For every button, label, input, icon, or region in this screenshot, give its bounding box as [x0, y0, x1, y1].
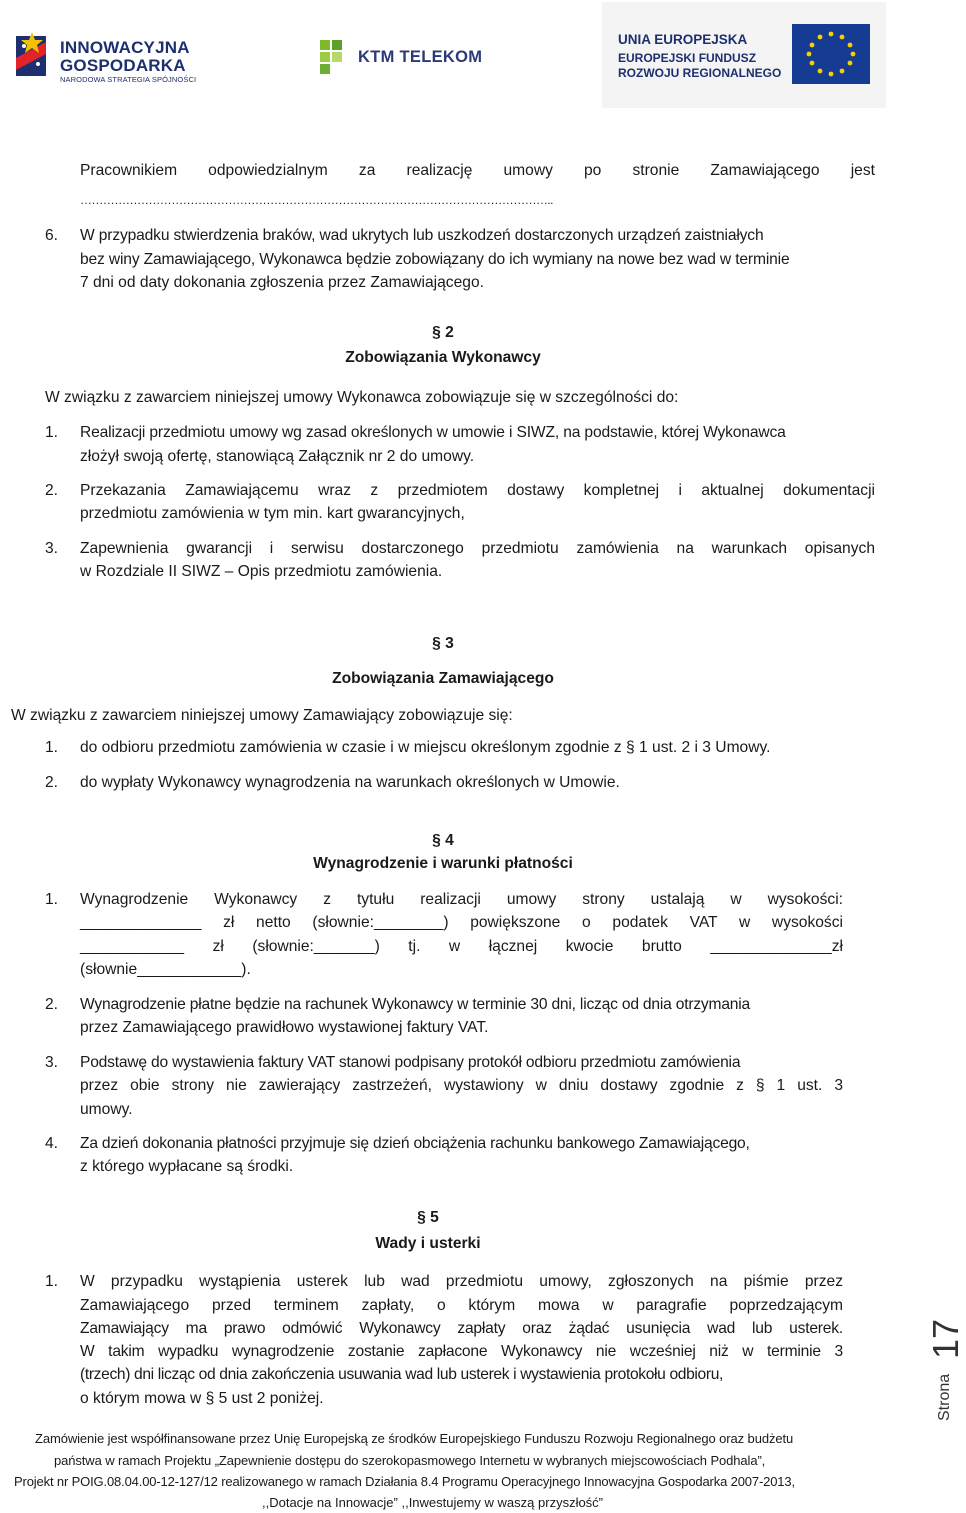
footer-line: ,,Dotacje na Innowacje” ,,Inwestujemy w waszą przyszłość” [262, 1495, 604, 1510]
intro-word: za [358, 162, 376, 179]
item-number: 2. [45, 996, 59, 1013]
item-number: 1. [45, 739, 59, 756]
ig-emblem-icon [12, 28, 56, 84]
section-2-sign: § 2 [432, 324, 454, 341]
s5-item-1-line: (trzech) dni licząc od dnia zakończenia usuwania wad lub usterek i wystawienia protokołu odbioru, [80, 1366, 724, 1383]
intro-word: Zamawiającego [710, 162, 820, 179]
intro-word: realizację [406, 162, 473, 179]
eu-line2: EUROPEJSKI FUNDUSZ [618, 51, 757, 65]
page-header [0, 0, 960, 110]
s5-item-1-line: W przypadku wystąpienia usterek lub wad przedmiotu umowy, zgłoszonych na piśmie przez [80, 1273, 843, 1290]
s2-item-2-line: Przekazania Zamawiającemu wraz z przedmiotem dostawy kompletnej i aktualnej dokumentacji [80, 482, 875, 499]
intro-word: jest [850, 162, 875, 179]
intro-word: umowy [503, 162, 553, 179]
ig-title-line1: INNOWACYJNA [60, 38, 190, 57]
section-3-title: Zobowiązania Zamawiającego [332, 670, 554, 687]
footer-line: Zamówienie jest współfinansowane przez Unię Europejską ze środków Europejskiego Funduszu Rozwoju Regionalnego oraz budżetu [35, 1431, 794, 1446]
ig-subtitle: NARODOWA STRATEGIA SPÓJNOŚCI [60, 75, 197, 84]
responsible-person-blank: …………………………………………………………………………………………………………….. [80, 193, 553, 207]
section-5-sign: § 5 [417, 1209, 439, 1226]
section-3-sign: § 3 [432, 635, 454, 652]
item-number: 1. [45, 424, 59, 441]
section-4-sign: § 4 [432, 832, 454, 849]
ktm-name: KTM TELEKOM [358, 48, 483, 66]
s5-item-1-line: W takim wypadku wynagrodzenie zostanie zapłacone Wykonawcy nie wcześniej niż w terminie 3 [80, 1343, 843, 1360]
s4-item-1-line: ______________ zł netto (słownie:________) powiększone o podatek VAT w wysokości [80, 914, 843, 931]
s4-item-1-line: ____________ zł (słownie:_______) tj. w łącznej kwocie brutto ______________zł [80, 938, 843, 955]
item-number: 6. [45, 227, 59, 244]
item-6-line: 7 dni od daty dokonania zgłoszenia przez Zamawiającego. [80, 274, 484, 291]
item-number: 3. [45, 540, 59, 557]
intro-word: stronie [632, 162, 680, 179]
page-label: Strona [936, 1373, 953, 1421]
s4-item-3-line: umowy. [80, 1101, 133, 1118]
item-number: 4. [45, 1135, 59, 1152]
section-4-title: Wynagrodzenie i warunki płatności [313, 855, 573, 872]
section-2-intro: W związku z zawarciem niniejszej umowy Wykonawca zobowiązuje się w szczególności do: [45, 389, 679, 406]
s4-item-4-line: z którego wypłacane są środki. [80, 1158, 294, 1175]
intro-word: Pracownikiem [80, 162, 178, 179]
eu-line3: ROZWOJU REGIONALNEGO [618, 66, 782, 80]
s2-item-2-line: przedmiotu zamówienia w tym min. kart gwarancyjnych, [80, 505, 465, 522]
innowacyjna-gospodarka-logo [12, 28, 202, 84]
section-2-title: Zobowiązania Wykonawcy [345, 349, 541, 366]
item-6-line: bez winy Zamawiającego, Wykonawca będzie zobowiązany do ich wymiany na nowe bez wad w terminie [80, 251, 790, 268]
page-number: 17 [925, 1318, 966, 1359]
s5-item-1-line: o którym mowa w § 5 ust 2 poniżej. [80, 1390, 324, 1407]
s4-item-4-line: Za dzień dokonania płatności przyjmuje się dzień obciążenia rachunku bankowego Zamawiającego, [80, 1135, 750, 1152]
intro-word: odpowiedzialnym [208, 162, 328, 179]
s5-item-1-line: Zamawiający ma prawo odmówić Wykonawcy zapłaty oraz żądać usunięcia wad lub usterek. [80, 1320, 843, 1337]
footer-line: Projekt nr POIG.08.04.00-12-127/12 realizowanego w ramach Działania 8.4 Programu Operacyjnego Innowacyjna Gospodarka 2007-2013, [14, 1474, 795, 1489]
item-number: 1. [45, 891, 59, 908]
ktm-telekom-logo [318, 40, 498, 74]
section-3-intro: W związku z zawarciem niniejszej umowy Zamawiający zobowiązuje się: [11, 707, 513, 724]
s3-item-2: do wypłaty Wykonawcy wynagrodzenia na warunkach określonych w Umowie. [80, 774, 620, 791]
s3-item-1: do odbioru przedmiotu zamówienia w czasie i w miejscu określonym zgodnie z § 1 ust. 2 i 3 Umowy. [80, 739, 771, 756]
responsible-person-line [80, 161, 875, 181]
intro-word: po [584, 162, 602, 179]
item-number: 3. [45, 1054, 59, 1071]
ktm-squares-icon [318, 40, 354, 74]
s4-item-2-line: Wynagrodzenie płatne będzie na rachunek Wykonawcy w terminie 30 dni, licząc od dnia otrzymania [80, 996, 751, 1013]
item-6-line: W przypadku stwierdzenia braków, wad ukrytych lub uszkodzeń dostarczonych urządzeń zaistniałych [80, 227, 764, 244]
eu-fund-logo [602, 2, 886, 108]
s4-item-3-line: Podstawę do wystawienia faktury VAT stanowi podpisany protokół odbioru przedmiotu zamówienia [80, 1054, 741, 1071]
item-number: 2. [45, 482, 59, 499]
item-number: 2. [45, 774, 59, 791]
s2-item-3-line: Zapewnienia gwarancji i serwisu dostarczonego przedmiotu zamówienia na warunkach opisanych [80, 540, 875, 557]
footer-line: państwa w ramach Projektu „Zapewnienie dostępu do szerokopasmowego Internetu w wybranych miejscowościach Podhala”, [54, 1453, 766, 1468]
s2-item-1-line: złożył swoją ofertę, stanowiącą Załącznik nr 2 do umowy. [80, 448, 475, 465]
s4-item-3-line: przez obie strony nie zawierający zastrzeżeń, wystawiony w dniu dostawy zgodnie z § 1 ust. 3 [80, 1077, 843, 1094]
s4-item-1-line: (słownie____________). [80, 961, 251, 978]
s4-item-2-line: przez Zamawiającego prawidłowo wystawionej faktury VAT. [80, 1019, 489, 1036]
eu-flag-icon [792, 24, 870, 84]
s2-item-1-line: Realizacji przedmiotu umowy wg zasad określonych w umowie i SIWZ, na podstawie, której Wykonawca [80, 424, 786, 441]
section-5-title: Wady i usterki [375, 1235, 481, 1252]
s2-item-3-line: w Rozdziale II SIWZ – Opis przedmiotu zamówienia. [80, 563, 443, 580]
item-number: 1. [45, 1273, 59, 1290]
s4-item-1-line: Wynagrodzenie Wykonawcy z tytułu realizacji umowy strony ustalają w wysokości: [80, 891, 843, 908]
page-number-side [925, 1318, 966, 1425]
eu-line1: UNIA EUROPEJSKA [618, 32, 748, 47]
s5-item-1-line: Zamawiającego przed terminem zapłaty, o którym mowa w paragrafie poprzedzającym [80, 1297, 843, 1314]
ig-title-line2: GOSPODARKA [60, 56, 186, 75]
